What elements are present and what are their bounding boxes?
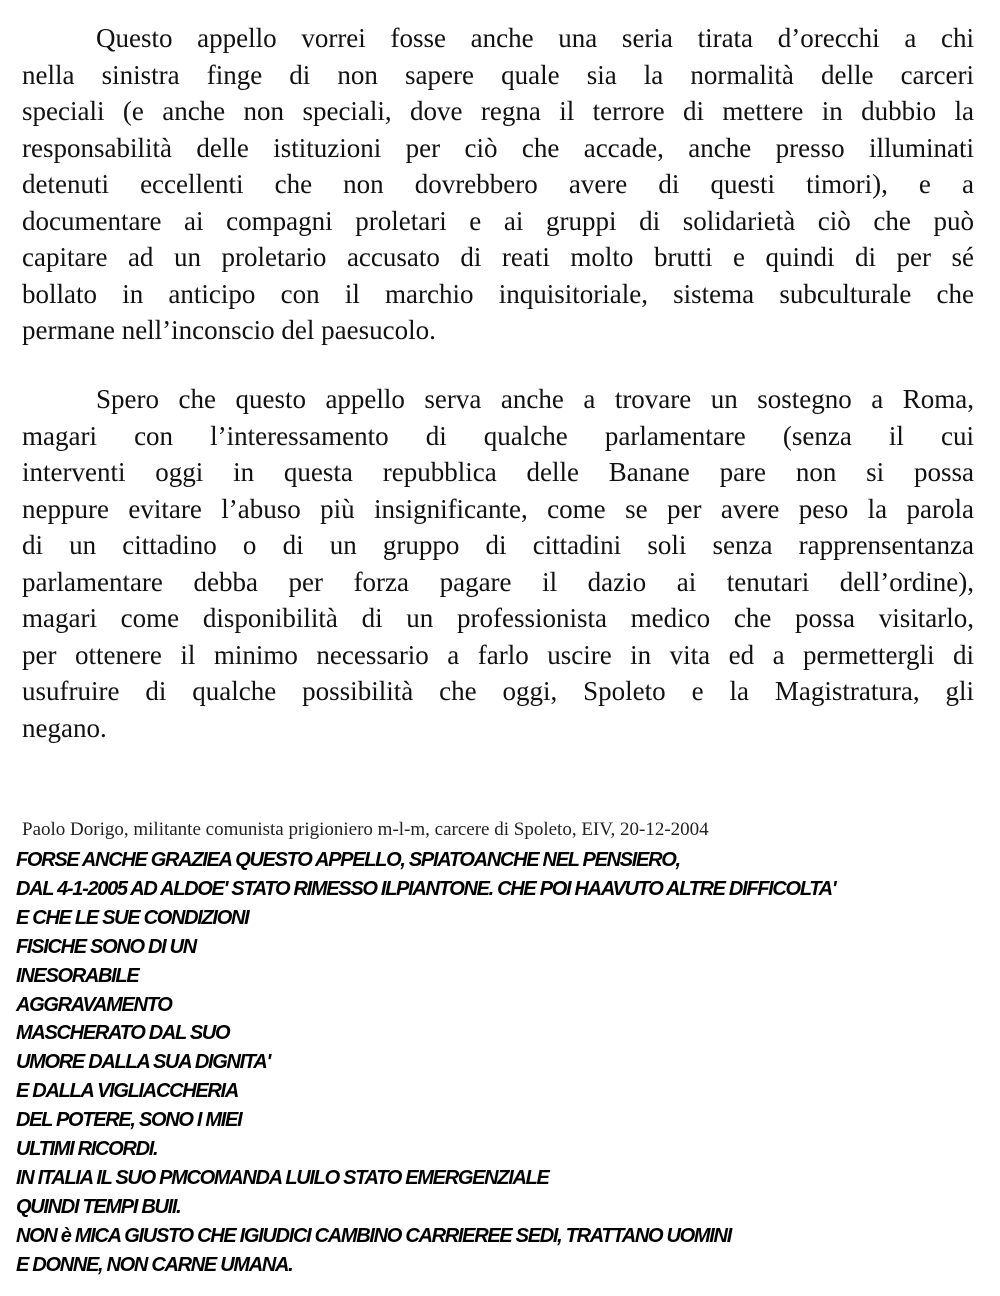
text-line: bollato in anticipo con il marchio inquisitoriale, sistema subculturale che bbox=[22, 278, 974, 309]
text-line: nella sinistra finge di non sapere quale sia la normalità delle carceri bbox=[22, 59, 974, 90]
text-line: speciali (e anche non speciali, dove regna il terrore di mettere in dubbio la bbox=[22, 96, 974, 126]
text-line: Spero che questo appello serva anche a trovare un sostegno a Roma, bbox=[96, 384, 974, 414]
text-line: di un cittadino o di un gruppo di cittadini soli senza rapprensentanza bbox=[22, 530, 974, 560]
text-line: responsabilità delle istituzioni per ciò che accade, anche presso illuminati bbox=[22, 132, 974, 163]
note-line: NON è MICA GIUSTO CHE IGIUDICI CAMBINO CARRIEREE SEDI, TRATTANO UOMINI bbox=[16, 1224, 731, 1247]
note-line: E DALLA VIGLIACCHERIA bbox=[16, 1080, 238, 1103]
text-line: per ottenere il minimo necessario a farlo uscire in vita ed a permettergli di bbox=[22, 639, 974, 670]
note-line: UMORE DALLA SUA DIGNITA' bbox=[16, 1051, 270, 1074]
note-line: AGGRAVAMENTO bbox=[16, 993, 172, 1016]
text-line: neppure evitare l’abuso più insignificante, come se per avere peso la parola bbox=[22, 493, 974, 524]
note-line: E CHE LE SUE CONDIZIONI bbox=[16, 906, 249, 929]
text-line: parlamentare debba per forza pagare il dazio ai tenutari dell’ordine), bbox=[22, 566, 974, 597]
note-line: E DONNE, NON CARNE UMANA. bbox=[16, 1253, 293, 1276]
text-line: capitare ad un proletario accusato di reati molto brutti e quindi di per sé bbox=[22, 242, 974, 272]
text-line: documentare ai compagni proletari e ai gruppi di solidarietà ciò che può bbox=[22, 205, 974, 236]
text-line: interventi oggi in questa repubblica delle Banane pare non si possa bbox=[22, 457, 974, 487]
text-line: magari con l’interessamento di qualche parlamentare (senza il cui bbox=[22, 420, 974, 451]
text-line: magari come disponibilità di un professionista medico che possa visitarlo, bbox=[22, 603, 974, 633]
note-line: DAL 4-1-2005 AD ALDOE' STATO RIMESSO ILPIANTONE. CHE POI HAAVUTO ALTRE DIFFICOLTA' bbox=[16, 877, 836, 900]
note-line: MASCHERATO DAL SUO bbox=[16, 1022, 230, 1045]
note-line: FISICHE SONO DI UN bbox=[16, 935, 196, 958]
text-line: Questo appello vorrei fosse anche una seria tirata d’orecchi a chi bbox=[96, 23, 974, 53]
paragraph-appeal-left bbox=[22, 20, 974, 349]
note-line: ULTIMI RICORDI. bbox=[16, 1138, 158, 1161]
paragraph-appeal-support bbox=[22, 381, 974, 746]
text-line: detenuti eccellenti che non dovrebbero avere di questi timori), e a bbox=[22, 169, 974, 199]
text-line: usufruire di qualche possibilità che oggi, Spoleto e la Magistratura, gli bbox=[22, 676, 974, 706]
signature-line: Paolo Dorigo, militante comunista prigioniero m-l-m, carcere di Spoleto, EIV, 20-12-2004 bbox=[22, 819, 709, 840]
note-line: IN ITALIA IL SUO PMCOMANDA LUILO STATO EMERGENZIALE bbox=[16, 1166, 549, 1189]
text-line: permane nell’inconscio del paesucolo. bbox=[22, 315, 436, 345]
handwritten-style-note bbox=[16, 846, 986, 1280]
note-line: QUINDI TEMPI BUII. bbox=[16, 1195, 181, 1218]
note-line: DEL POTERE, SONO I MIEI bbox=[16, 1109, 242, 1132]
note-line: FORSE ANCHE GRAZIEA QUESTO APPELLO, SPIATOANCHE NEL PENSIERO, bbox=[16, 849, 680, 871]
note-line: INESORABILE bbox=[16, 964, 139, 987]
text-line: negano. bbox=[22, 712, 107, 743]
